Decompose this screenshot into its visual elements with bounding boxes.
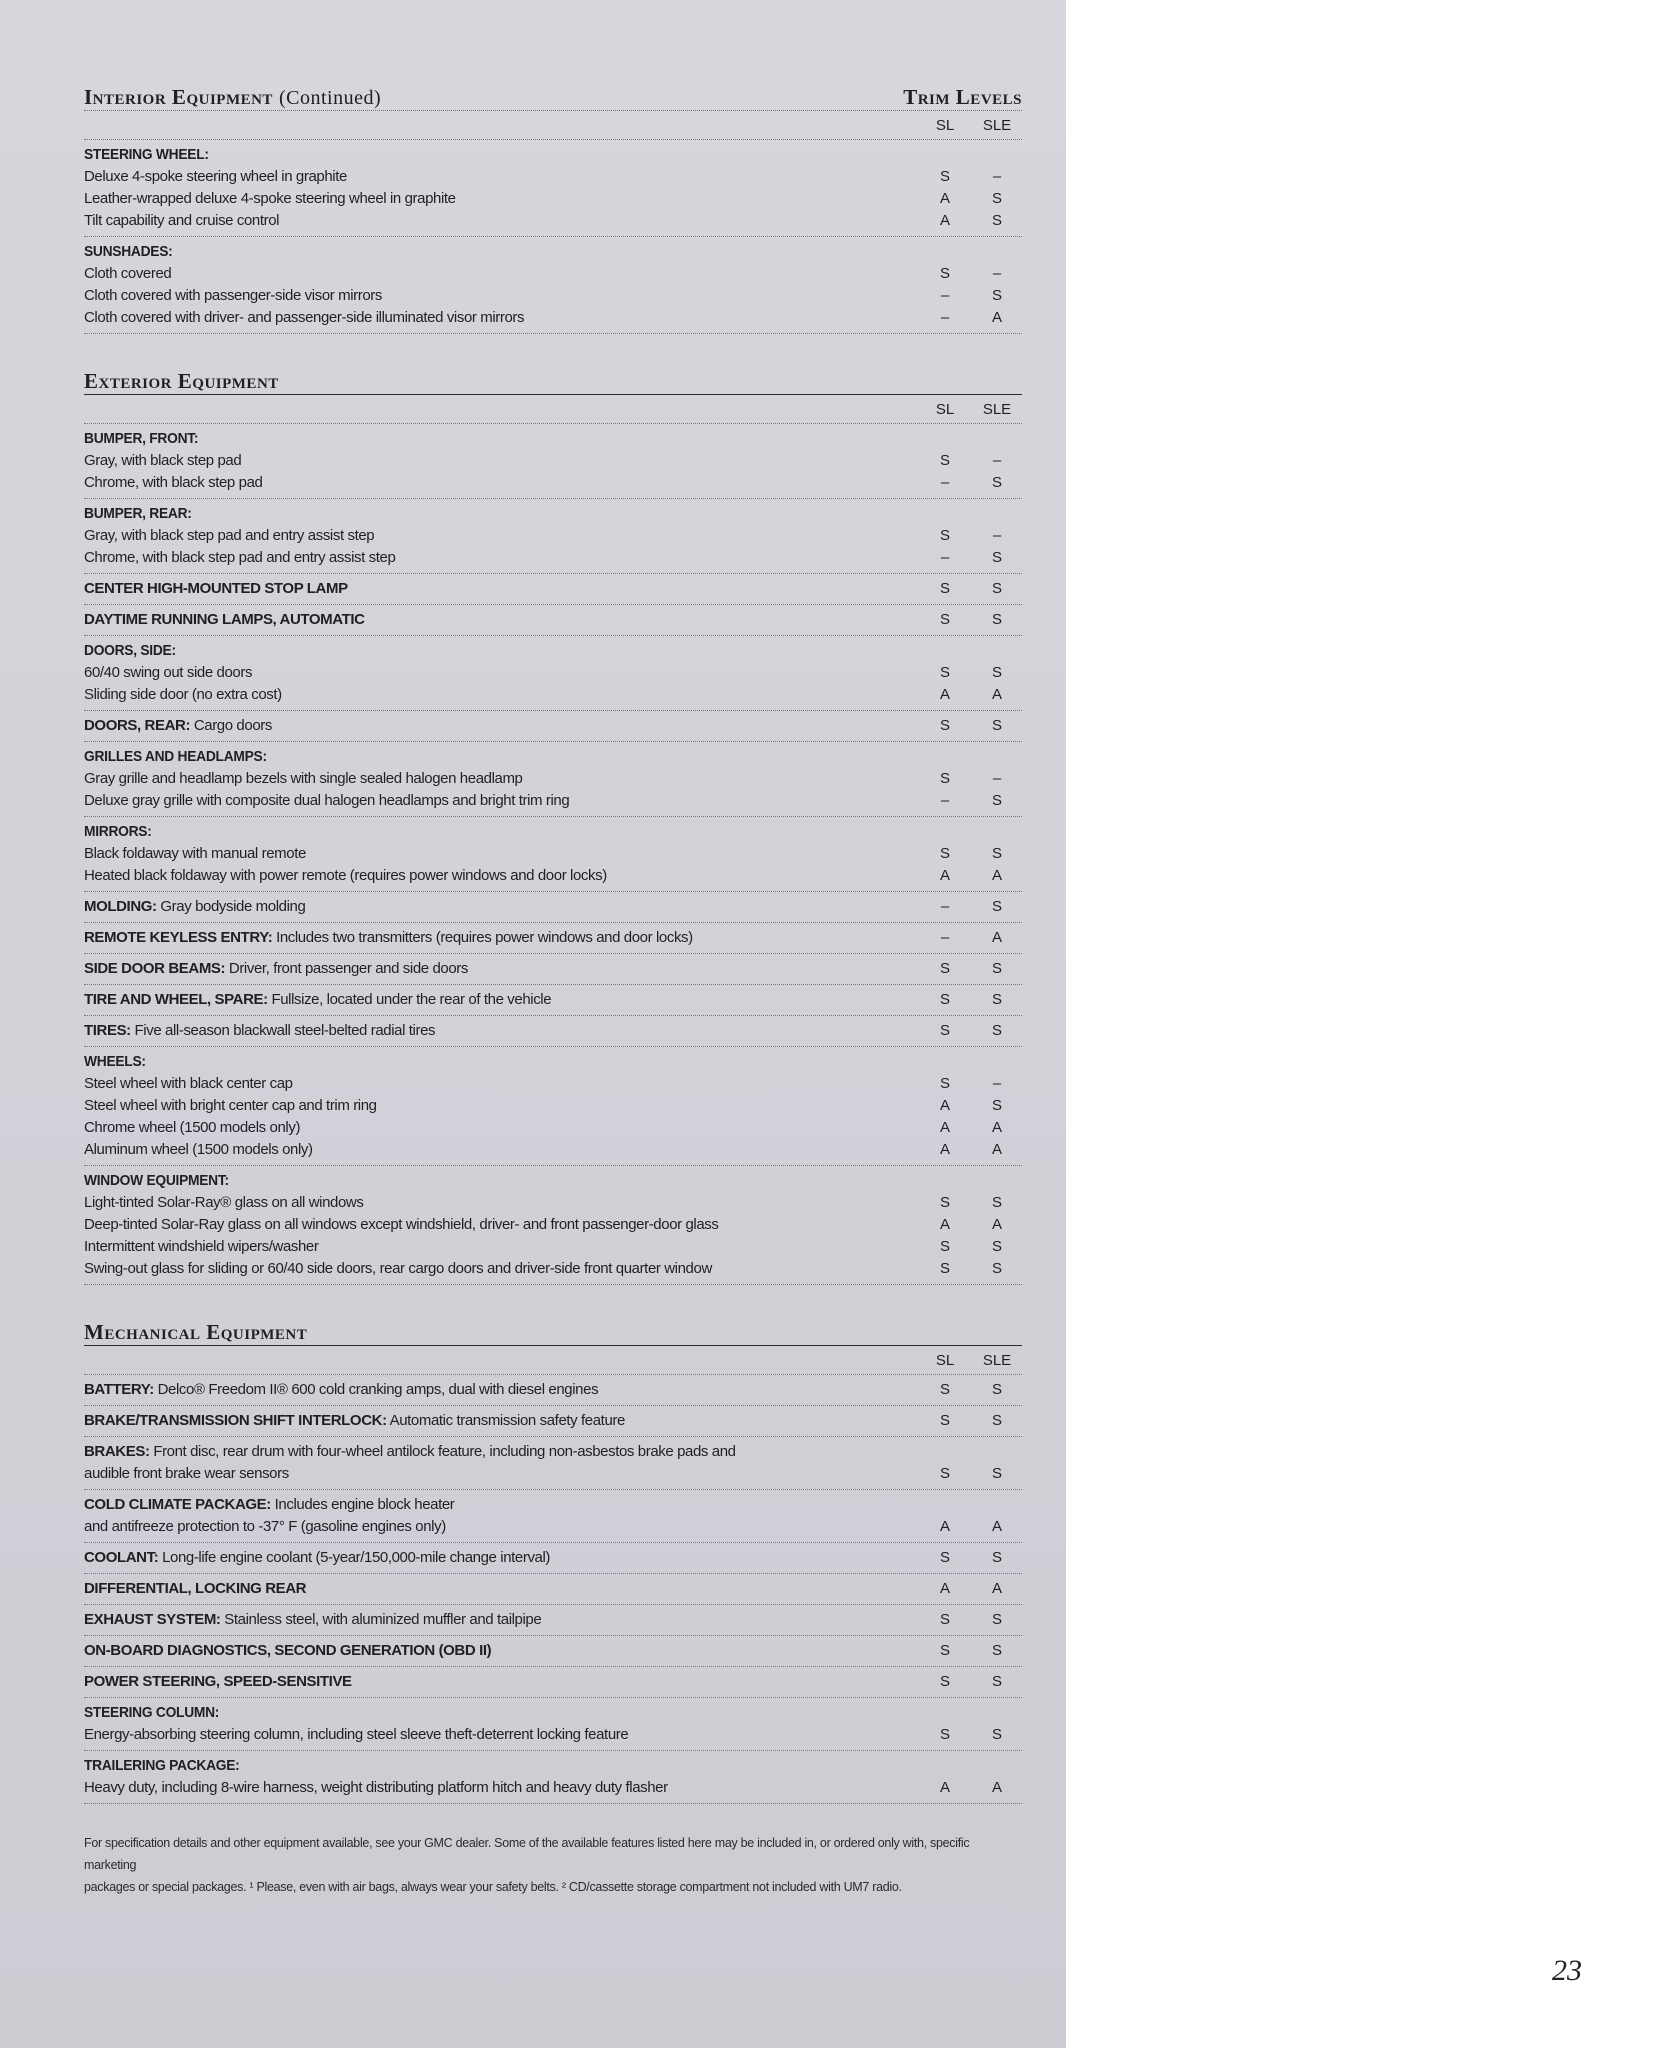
value-sle: S <box>991 1549 1002 1566</box>
group-title: DOORS, SIDE: <box>84 642 176 659</box>
column-header <box>84 1346 1022 1375</box>
row-description-cont: and antifreeze protection to -37° F (gasoline engines only) <box>84 1518 446 1535</box>
value-sle: S <box>991 845 1002 862</box>
row-description-cont: audible front brake wear sensors <box>84 1465 289 1482</box>
equipment-row <box>84 188 1022 210</box>
equipment-row <box>84 1020 1022 1042</box>
column-header <box>84 111 1022 140</box>
value-sle: S <box>991 1260 1002 1277</box>
equipment-group <box>84 499 1022 574</box>
row-description: REMOTE KEYLESS ENTRY: Includes two transmitters (requires power windows and door locks) <box>84 929 693 946</box>
row-description: Cloth covered with passenger-side visor mirrors <box>84 287 382 304</box>
equipment-group <box>84 1406 1022 1437</box>
value-sl: S <box>939 452 950 469</box>
equipment-row <box>84 865 1022 887</box>
footnote-line: For specification details and other equipment available, see your GMC dealer. Some of the available features listed here may be included in, or ordered only with, specific marketing <box>84 1836 970 1872</box>
value-sle: S <box>991 287 1002 304</box>
equipment-group <box>84 923 1022 954</box>
row-label: REMOTE KEYLESS ENTRY: <box>84 929 273 946</box>
equipment-row <box>84 1494 1022 1538</box>
footnote-line: packages or special packages. ¹ Please, even with air bags, always wear your safety belts. ² CD/cassette storage compartment not included with UM7 radio. <box>84 1880 902 1894</box>
value-sle: A <box>991 1518 1002 1535</box>
value-sle: S <box>991 1642 1002 1659</box>
row-description <box>84 1671 918 1693</box>
value-sl: S <box>939 1465 950 1482</box>
row-label: DAYTIME RUNNING LAMPS, AUTOMATIC <box>84 611 365 628</box>
equipment-group <box>84 1047 1022 1166</box>
equipment-row <box>84 450 1022 472</box>
value-sl: S <box>939 527 950 544</box>
value-sl: A <box>939 686 950 703</box>
spec-content <box>84 78 1022 1898</box>
section <box>84 78 1022 334</box>
row-description: Deluxe 4-spoke steering wheel in graphite <box>84 168 347 185</box>
equipment-group <box>84 605 1022 636</box>
equipment-row <box>84 896 1022 918</box>
equipment-row <box>84 307 1022 329</box>
value-sl: S <box>939 1075 950 1092</box>
equipment-row <box>84 790 1022 812</box>
row-description: Chrome, with black step pad <box>84 474 263 491</box>
equipment-row <box>84 1777 1022 1799</box>
value-sl: S <box>939 1611 950 1628</box>
equipment-group <box>84 985 1022 1016</box>
value-sl: – <box>940 929 950 946</box>
row-description <box>84 578 918 600</box>
value-sl: S <box>939 168 950 185</box>
row-description: MOLDING: Gray bodyside molding <box>84 898 306 915</box>
equipment-group <box>84 574 1022 605</box>
value-sl: S <box>939 1726 950 1743</box>
value-sl: A <box>939 190 950 207</box>
row-description: BATTERY: Delco® Freedom II® 600 cold cranking amps, dual with diesel engines <box>84 1381 599 1398</box>
row-description <box>84 1578 918 1600</box>
value-sle: – <box>992 527 1002 544</box>
section <box>84 362 1022 1285</box>
row-label: SIDE DOOR BEAMS: <box>84 960 226 977</box>
equipment-row <box>84 263 1022 285</box>
value-sl: S <box>939 1412 950 1429</box>
section-header <box>84 78 1022 111</box>
value-sl: S <box>939 664 950 681</box>
value-sle: – <box>992 265 1002 282</box>
value-sle: A <box>991 929 1002 946</box>
value-sl: S <box>939 1238 950 1255</box>
group-title: WHEELS: <box>84 1053 146 1070</box>
row-description: Tilt capability and cruise control <box>84 212 280 229</box>
row-description: Energy-absorbing steering column, including steel sleeve theft-deterrent locking feature <box>84 1726 629 1743</box>
equipment-group <box>84 1490 1022 1543</box>
section <box>84 1313 1022 1804</box>
section-title: Interior Equipment (Continued) <box>84 85 382 109</box>
equipment-group <box>84 1166 1022 1285</box>
value-sle: S <box>991 474 1002 491</box>
equipment-row <box>84 1609 1022 1631</box>
group-title: BUMPER, REAR: <box>84 505 192 522</box>
value-sle: S <box>991 190 1002 207</box>
equipment-group <box>84 1543 1022 1574</box>
col-sle: SLE <box>982 1351 1012 1369</box>
row-description: Cloth covered with driver- and passenger-side illuminated visor mirrors <box>84 309 525 326</box>
equipment-row <box>84 1236 1022 1258</box>
row-description: Aluminum wheel (1500 models only) <box>84 1141 313 1158</box>
page-number: 23 <box>1552 1954 1582 1987</box>
value-sl: A <box>939 1518 950 1535</box>
equipment-group <box>84 1667 1022 1698</box>
equipment-row <box>84 1578 1022 1600</box>
equipment-row <box>84 1547 1022 1569</box>
row-label: BRAKE/TRANSMISSION SHIFT INTERLOCK: <box>84 1412 387 1429</box>
group-title: SUNSHADES: <box>84 243 173 260</box>
value-sl: S <box>939 580 950 597</box>
equipment-row <box>84 1214 1022 1236</box>
trim-levels-label: Trim Levels <box>903 85 1022 109</box>
row-description <box>84 1640 918 1662</box>
value-sle: S <box>991 580 1002 597</box>
equipment-row <box>84 1117 1022 1139</box>
col-sl: SL <box>935 400 955 418</box>
value-sle: S <box>991 991 1002 1008</box>
equipment-row <box>84 472 1022 494</box>
equipment-row <box>84 1410 1022 1432</box>
value-sle: S <box>991 549 1002 566</box>
equipment-group <box>84 636 1022 711</box>
row-description: Swing-out glass for sliding or 60/40 side doors, rear cargo doors and driver-side front quarter window <box>84 1260 712 1277</box>
equipment-row <box>84 1441 1022 1485</box>
value-sl: A <box>939 1097 950 1114</box>
equipment-row <box>84 525 1022 547</box>
row-description: DOORS, REAR: Cargo doors <box>84 717 272 734</box>
equipment-row <box>84 843 1022 865</box>
value-sle: S <box>991 611 1002 628</box>
value-sl: S <box>939 1194 950 1211</box>
row-description: Deep-tinted Solar-Ray glass on all windows except windshield, driver- and front passenger-door glass <box>84 1216 719 1233</box>
equipment-row <box>84 210 1022 232</box>
value-sl: – <box>940 898 950 915</box>
value-sl: – <box>940 549 950 566</box>
row-description: 60/40 swing out side doors <box>84 664 253 681</box>
value-sle: S <box>991 1097 1002 1114</box>
group-title: GRILLES AND HEADLAMPS: <box>84 748 267 765</box>
footnote <box>84 1832 1022 1898</box>
value-sle: – <box>992 168 1002 185</box>
value-sl: A <box>939 1141 950 1158</box>
equipment-group <box>84 1751 1022 1804</box>
value-sl: S <box>939 1022 950 1039</box>
column-header <box>84 395 1022 424</box>
row-label: ON-BOARD DIAGNOSTICS, SECOND GENERATION (OBD II) <box>84 1642 492 1659</box>
value-sle: S <box>991 717 1002 734</box>
equipment-row <box>84 1095 1022 1117</box>
col-sle: SLE <box>982 400 1012 418</box>
row-label: COOLANT: <box>84 1549 159 1566</box>
value-sle: S <box>991 1611 1002 1628</box>
row-description: Chrome, with black step pad and entry assist step <box>84 549 396 566</box>
value-sl: S <box>939 1381 950 1398</box>
value-sle: S <box>991 960 1002 977</box>
value-sle: S <box>991 1726 1002 1743</box>
equipment-row <box>84 578 1022 600</box>
value-sl: A <box>939 1580 950 1597</box>
equipment-group <box>84 817 1022 892</box>
equipment-row <box>84 609 1022 631</box>
row-description: Steel wheel with bright center cap and trim ring <box>84 1097 377 1114</box>
row-description: Chrome wheel (1500 models only) <box>84 1119 301 1136</box>
value-sle: S <box>991 1412 1002 1429</box>
value-sle: S <box>991 212 1002 229</box>
value-sle: – <box>992 770 1002 787</box>
equipment-group <box>84 892 1022 923</box>
row-description: Deluxe gray grille with composite dual halogen headlamps and bright trim ring <box>84 792 570 809</box>
row-label: DIFFERENTIAL, LOCKING REAR <box>84 1580 307 1597</box>
value-sl: – <box>940 287 950 304</box>
value-sl: S <box>939 717 950 734</box>
col-sl: SL <box>935 116 955 134</box>
value-sl: S <box>939 1260 950 1277</box>
equipment-row <box>84 715 1022 737</box>
equipment-row <box>84 1139 1022 1161</box>
equipment-group <box>84 1375 1022 1406</box>
value-sle: A <box>991 1119 1002 1136</box>
value-sl: S <box>939 770 950 787</box>
row-label: EXHAUST SYSTEM: <box>84 1611 221 1628</box>
row-description: Black foldaway with manual remote <box>84 845 306 862</box>
value-sle: S <box>991 1673 1002 1690</box>
row-label: TIRES: <box>84 1022 131 1039</box>
value-sl: A <box>939 212 950 229</box>
value-sl: A <box>939 1216 950 1233</box>
value-sle: A <box>991 1580 1002 1597</box>
value-sle: A <box>991 1779 1002 1796</box>
value-sl: S <box>939 1673 950 1690</box>
equipment-row <box>84 285 1022 307</box>
row-description: Intermittent windshield wipers/washer <box>84 1238 319 1255</box>
group-title: MIRRORS: <box>84 823 152 840</box>
row-description: SIDE DOOR BEAMS: Driver, front passenger and side doors <box>84 960 468 977</box>
equipment-row <box>84 662 1022 684</box>
row-description: Light-tinted Solar-Ray® glass on all windows <box>84 1194 364 1211</box>
value-sl: A <box>939 1119 950 1136</box>
group-title: STEERING COLUMN: <box>84 1704 220 1721</box>
value-sle: S <box>991 898 1002 915</box>
value-sle: A <box>991 686 1002 703</box>
row-description: Gray, with black step pad and entry assist step <box>84 527 375 544</box>
row-label: CENTER HIGH-MOUNTED STOP LAMP <box>84 580 348 597</box>
row-label: BRAKES: <box>84 1443 150 1460</box>
value-sle: A <box>991 867 1002 884</box>
row-description: BRAKE/TRANSMISSION SHIFT INTERLOCK: Automatic transmission safety feature <box>84 1412 625 1429</box>
row-label: POWER STEERING, SPEED-SENSITIVE <box>84 1673 352 1690</box>
row-label: COLD CLIMATE PACKAGE: <box>84 1496 271 1513</box>
group-title: STEERING WHEEL: <box>84 146 209 163</box>
equipment-group <box>84 1636 1022 1667</box>
row-description: Sliding side door (no extra cost) <box>84 686 282 703</box>
row-description: COLD CLIMATE PACKAGE: Includes engine block heater and antifreeze protection to -37° F (gasoline engines only) <box>84 1494 918 1538</box>
equipment-row <box>84 958 1022 980</box>
value-sle: A <box>991 1141 1002 1158</box>
row-description: Heavy duty, including 8-wire harness, weight distributing platform hitch and heavy duty flasher <box>84 1779 668 1796</box>
value-sl: S <box>939 1549 950 1566</box>
col-sl: SL <box>935 1351 955 1369</box>
value-sle: S <box>991 792 1002 809</box>
value-sle: – <box>992 1075 1002 1092</box>
value-sl: S <box>939 265 950 282</box>
equipment-group <box>84 711 1022 742</box>
row-description: TIRES: Five all-season blackwall steel-belted radial tires <box>84 1022 436 1039</box>
equipment-row <box>84 1192 1022 1214</box>
equipment-row <box>84 166 1022 188</box>
equipment-group <box>84 954 1022 985</box>
value-sl: S <box>939 845 950 862</box>
equipment-row <box>84 1671 1022 1693</box>
value-sl: – <box>940 792 950 809</box>
value-sl: S <box>939 1642 950 1659</box>
row-description: Gray grille and headlamp bezels with single sealed halogen headlamp <box>84 770 523 787</box>
equipment-group <box>84 1574 1022 1605</box>
section-header <box>84 362 1022 395</box>
equipment-group <box>84 140 1022 237</box>
equipment-row <box>84 684 1022 706</box>
row-label: TIRE AND WHEEL, SPARE: <box>84 991 268 1008</box>
value-sl: – <box>940 309 950 326</box>
section-header <box>84 1313 1022 1346</box>
group-title: TRAILERING PACKAGE: <box>84 1757 240 1774</box>
equipment-row <box>84 768 1022 790</box>
row-label: DOORS, REAR: <box>84 717 191 734</box>
row-description: BRAKES: Front disc, rear drum with four-wheel antilock feature, including non-asbestos brake pads and audible front brake wear sensors <box>84 1441 918 1485</box>
value-sl: S <box>939 960 950 977</box>
section-title: Mechanical Equipment <box>84 1320 308 1344</box>
row-label: BATTERY: <box>84 1381 154 1398</box>
row-description: EXHAUST SYSTEM: Stainless steel, with aluminized muffler and tailpipe <box>84 1611 542 1628</box>
equipment-group <box>84 237 1022 334</box>
equipment-row <box>84 1379 1022 1401</box>
equipment-row <box>84 1258 1022 1280</box>
value-sl: A <box>939 867 950 884</box>
equipment-group <box>84 1605 1022 1636</box>
row-description: Steel wheel with black center cap <box>84 1075 293 1092</box>
equipment-group <box>84 1016 1022 1047</box>
value-sl: S <box>939 991 950 1008</box>
value-sle: S <box>991 1465 1002 1482</box>
group-title: BUMPER, FRONT: <box>84 430 199 447</box>
equipment-row <box>84 1073 1022 1095</box>
equipment-row <box>84 989 1022 1011</box>
section-continued: (Continued) <box>278 87 382 109</box>
row-description: Cloth covered <box>84 265 172 282</box>
equipment-group <box>84 1698 1022 1751</box>
equipment-row <box>84 1724 1022 1746</box>
row-description: Leather-wrapped deluxe 4-spoke steering wheel in graphite <box>84 190 456 207</box>
group-title: WINDOW EQUIPMENT: <box>84 1172 229 1189</box>
value-sle: S <box>991 664 1002 681</box>
equipment-row <box>84 547 1022 569</box>
row-description: Gray, with black step pad <box>84 452 242 469</box>
value-sl: – <box>940 474 950 491</box>
value-sl: S <box>939 611 950 628</box>
value-sl: A <box>939 1779 950 1796</box>
row-description: Heated black foldaway with power remote (requires power windows and door locks) <box>84 867 607 884</box>
row-label: MOLDING: <box>84 898 157 915</box>
equipment-group <box>84 424 1022 499</box>
equipment-group <box>84 742 1022 817</box>
value-sle: S <box>991 1022 1002 1039</box>
row-description: TIRE AND WHEEL, SPARE: Fullsize, located under the rear of the vehicle <box>84 991 552 1008</box>
col-sle: SLE <box>982 116 1012 134</box>
equipment-group <box>84 1437 1022 1490</box>
row-description: COOLANT: Long-life engine coolant (5-year/150,000-mile change interval) <box>84 1549 551 1566</box>
value-sle: S <box>991 1238 1002 1255</box>
value-sle: S <box>991 1194 1002 1211</box>
equipment-row <box>84 927 1022 949</box>
row-description <box>84 609 918 631</box>
value-sle: – <box>992 452 1002 469</box>
section-title: Exterior Equipment <box>84 369 279 393</box>
value-sle: S <box>991 1381 1002 1398</box>
equipment-row <box>84 1640 1022 1662</box>
value-sle: A <box>991 1216 1002 1233</box>
value-sle: A <box>991 309 1002 326</box>
